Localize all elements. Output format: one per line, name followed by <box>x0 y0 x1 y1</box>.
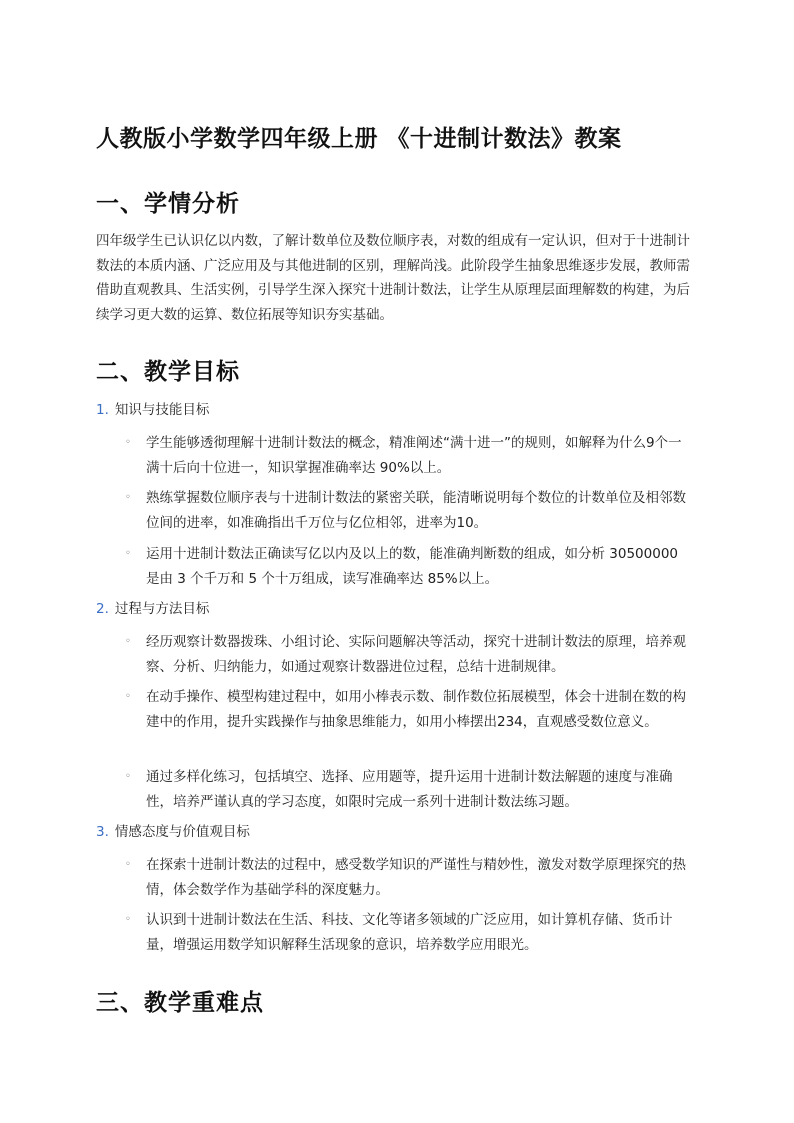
list-item <box>125 630 693 679</box>
list-item <box>125 685 693 734</box>
bullet-icon: ◦ <box>125 437 131 448</box>
section-heading-objectives: 二、教学目标 <box>96 359 240 385</box>
list-item-text: 经历观察计数器拨珠、小组讨论、实际问题解决等活动，探究十进制计数法的原理，培养观察、分析、归纳能力，如通过观察计数器进位过程，总结十进制规律。 <box>146 634 686 675</box>
list-item-text: 通过多样化练习，包括填空、选择、应用题等，提升运用十进制计数法解题的速度与准确性，培养严谨认真的学习态度，如限时完成一系列十进制计数法练习题。 <box>146 769 673 810</box>
list-item <box>125 853 693 902</box>
analysis-paragraph: 四年级学生已认识亿以内数，了解计数单位及数位顺序表，对数的组成有一定认识，但对于十进制计数法的本质内涵、广泛应用及与其他进制的区别，理解尚浅。此阶段学生抽象思维逐步发展，教师需借助直观教具、生活实例，引导学生深入探究十进制计数法，让学生从原理层面理解数的构建，为后续学习更大数的运算、数位拓展等知识夯实基础。 <box>96 233 690 323</box>
list-item <box>125 431 693 480</box>
list-item <box>125 908 693 957</box>
objective-label: 情感态度与价值观目标 <box>114 824 250 840</box>
list-number: 3. <box>96 824 109 840</box>
bullet-icon: ◦ <box>125 636 131 647</box>
objective-attitude <box>96 822 250 842</box>
objective-process <box>96 599 209 619</box>
list-item-text: 在探索十进制计数法的过程中，感受数学知识的严谨性与精妙性，激发对数学原理探究的热情，体会数学作为基础学科的深度魅力。 <box>146 857 686 898</box>
list-item <box>125 542 693 591</box>
list-item-text: 熟练掌握数位顺序表与十进制计数法的紧密关联，能清晰说明每个数位的计数单位及相邻数位间的进率，如准确指出千万位与亿位相邻，进率为10。 <box>146 490 686 531</box>
list-number: 1. <box>96 402 109 418</box>
section-heading-key-points: 三、教学重难点 <box>96 990 264 1016</box>
objective-label: 知识与技能目标 <box>114 402 210 418</box>
bullet-icon: ◦ <box>125 859 131 870</box>
list-item <box>125 486 693 535</box>
objective-label: 过程与方法目标 <box>114 601 210 617</box>
bullet-icon: ◦ <box>125 548 131 559</box>
list-item-text: 运用十进制计数法正确读写亿以内及以上的数，能准确判断数的组成，如分析 30500000 是由 3 个千万和 5 个十万组成，读写准确率达 85%以上。 <box>146 546 679 587</box>
bullet-icon: ◦ <box>125 492 131 503</box>
section-heading-analysis: 一、学情分析 <box>96 191 240 217</box>
bullet-icon: ◦ <box>125 914 131 925</box>
objective-knowledge <box>96 400 209 420</box>
list-item-text: 学生能够透彻理解十进制计数法的概念，精准阐述“满十进一”的规则，如解释为什么9个一满十后向十位进一，知识掌握准确率达 90%以上。 <box>146 435 682 476</box>
bullet-icon: ◦ <box>125 771 131 782</box>
list-item <box>125 765 693 814</box>
list-number: 2. <box>96 601 109 617</box>
bullet-icon: ◦ <box>125 691 131 702</box>
list-item-text: 认识到十进制计数法在生活、科技、文化等诸多领域的广泛应用，如计算机存储、货币计量，增强运用数学知识解释生活现象的意识，培养数学应用眼光。 <box>146 912 673 953</box>
document-title: 人教版小学数学四年级上册 《十进制计数法》教案 <box>96 126 622 152</box>
list-item-text: 在动手操作、模型构建过程中，如用小棒表示数、制作数位拓展模型，体会十进制在数的构建中的作用，提升实践操作与抽象思维能力，如用小棒摆出234，直观感受数位意义。 <box>146 689 686 730</box>
